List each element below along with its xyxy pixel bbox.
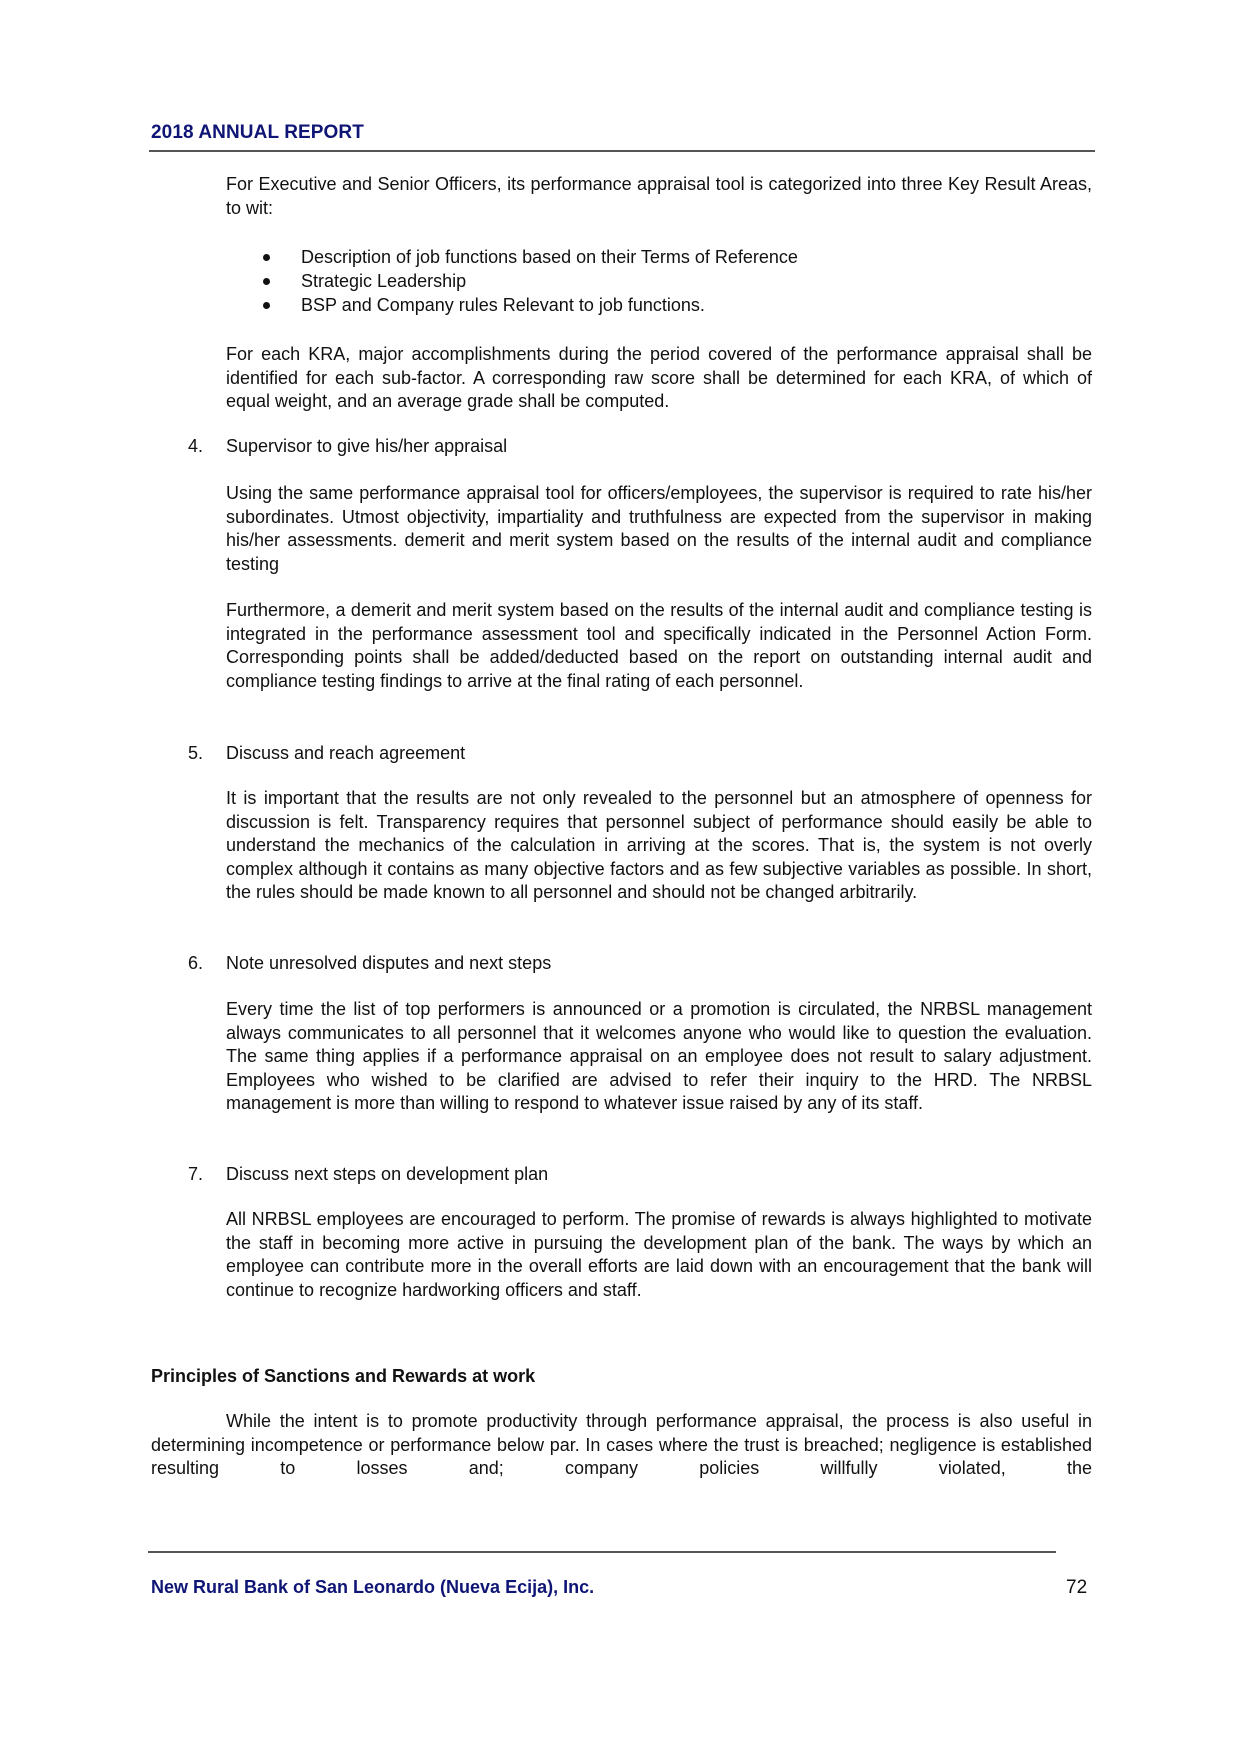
item-4-paragraph-1: Using the same performance appraisal tool for officers/employees, the supervisor is required to rate his/her subordinates. Utmost objectivity, impartiality and truthfulness are expected from the supervisor in making his/her assessments. demerit and merit system based on the results of the internal audit and compliance testing	[226, 483, 1092, 574]
bullet-icon	[263, 278, 270, 285]
report-header-title: 2018 ANNUAL REPORT	[151, 122, 364, 143]
header-divider	[149, 150, 1095, 152]
bullet-item	[260, 293, 798, 317]
bullet-text: Description of job functions based on their Terms of Reference	[301, 247, 798, 267]
kra-bullet-list	[260, 245, 798, 317]
bullet-item	[260, 269, 798, 293]
kra-paragraph: For each KRA, major accomplishments during the period covered of the performance appraisal shall be identified for each sub-factor. A corresponding raw score shall be determined for each KRA, of which of equal weight, and an average grade shall be computed.	[226, 344, 1092, 412]
item-title-7: Discuss next steps on development plan	[226, 1164, 549, 1184]
item-number-6: 6.	[188, 953, 204, 973]
item-number-7: 7.	[188, 1164, 204, 1184]
section-paragraph: While the intent is to promote productivity through performance appraisal, the process is also useful in determining incompetence or performance below par. In cases where the trust is breached; negligence is established resulting to losses and; company policies willfully violated, the	[151, 1411, 1092, 1479]
item-title-6: Note unresolved disputes and next steps	[226, 953, 552, 973]
footer-organization: New Rural Bank of San Leonardo (Nueva Ecija), Inc.	[151, 1577, 595, 1597]
intro-paragraph: For Executive and Senior Officers, its performance appraisal tool is categorized into three Key Result Areas, to wit:	[226, 174, 1092, 218]
bullet-text: Strategic Leadership	[301, 271, 467, 291]
item-title-5: Discuss and reach agreement	[226, 743, 466, 763]
bullet-icon	[263, 302, 270, 309]
footer-divider	[148, 1551, 1056, 1553]
bullet-icon	[263, 254, 270, 261]
section-heading: Principles of Sanctions and Rewards at work	[151, 1366, 536, 1386]
item-5-paragraph: It is important that the results are not only revealed to the personnel but an atmosphere of openness for discussion is felt. Transparency requires that personnel subject of performance should easily be able to understand the mechanics of the calculation in arriving at the scores. That is, the system is not overly complex although it contains as many objective factors and as few subjective variables as possible. In short, the rules should be made known to all personnel and should not be changed arbitrarily.	[226, 788, 1092, 903]
item-number-4: 4.	[188, 436, 204, 456]
bullet-item	[260, 245, 798, 269]
item-number-5: 5.	[188, 743, 204, 763]
item-7-paragraph: All NRBSL employees are encouraged to perform. The promise of rewards is always highlighted to motivate the staff in becoming more active in pursuing the development plan of the bank. The ways by which an employee can contribute more in the overall efforts are laid down with an encouragement that the bank will continue to recognize hardworking officers and staff.	[226, 1209, 1092, 1300]
item-4-paragraph-2: Furthermore, a demerit and merit system based on the results of the internal audit and compliance testing is integrated in the performance assessment tool and specifically indicated in the Personnel Action Form. Corresponding points shall be added/deducted based on the report on outstanding internal audit and compliance testing findings to arrive at the final rating of each personnel.	[226, 600, 1092, 691]
page-number: 72	[1066, 1577, 1088, 1598]
item-title-4: Supervisor to give his/her appraisal	[226, 436, 508, 456]
bullet-text: BSP and Company rules Relevant to job functions.	[301, 295, 705, 315]
item-6-paragraph: Every time the list of top performers is announced or a promotion is circulated, the NRBSL management always communicates to all personnel that it welcomes anyone who would like to question the evaluation. The same thing applies if a performance appraisal on an employee does not result to salary adjustment. Employees who wished to be clarified are advised to refer their inquiry to the HRD. The NRBSL management is more than willing to respond to whatever issue raised by any of its staff.	[226, 999, 1092, 1114]
